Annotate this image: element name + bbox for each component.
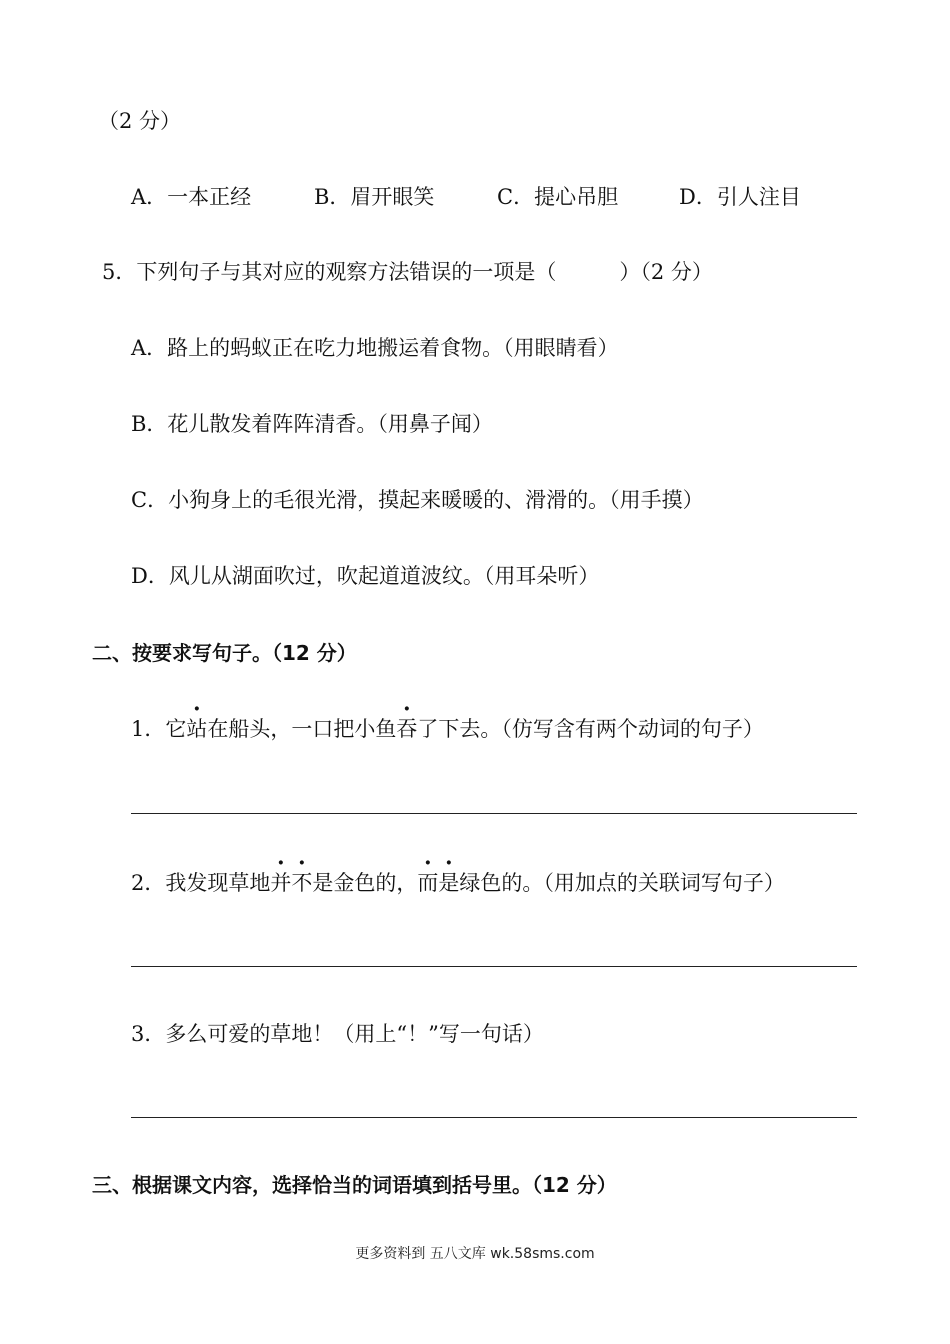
page-footer: 更多资料到 五八文库 wk.58sms.com [355,1246,595,1262]
s2-q1 [131,715,764,743]
emphasis-dot-char: 吞 [396,717,418,741]
s2-q2-suffix: 绿色的。（用加点的关联词写句子） [459,871,785,895]
s2-q1-mid: 在船头，一口把小鱼 [207,717,397,741]
emphasis-dot-char: 不 [291,871,313,895]
emphasis-dot-char: 并 [270,871,292,895]
s2-q2 [131,869,785,897]
answer-line-3[interactable] [131,1117,857,1118]
s2-q2-mid: 是金色的， [312,871,418,895]
s2-q2-prefix: 2．我发现草地 [131,871,271,895]
q5-stem: 5．下列句子与其对应的观察方法错误的一项是（ ）（2 分） [102,260,713,284]
s2-q1-suffix: 了下去。（仿写含有两个动词的句子） [417,717,764,741]
q4-option-b: B．眉开眼笑 [314,185,435,209]
emphasis-dot-char: 是 [438,871,460,895]
emphasis-dot-char: 站 [186,717,208,741]
section3-title: 三、根据课文内容，选择恰当的词语填到括号里。（12 分） [92,1173,617,1197]
q5-option-c: C．小狗身上的毛很光滑，摸起来暖暖的、滑滑的。（用手摸） [131,488,704,512]
q4-option-c: C．提心吊胆 [497,185,619,209]
q4-option-d: D．引人注目 [679,185,801,209]
answer-line-2[interactable] [131,966,857,967]
emphasis-dot-char: 而 [417,871,439,895]
q4-score: （2 分） [98,109,182,133]
q4-option-a: A．一本正经 [131,185,252,209]
q5-option-a: A．路上的蚂蚁正在吃力地搬运着食物。（用眼睛看） [131,336,619,360]
q5-option-b: B．花儿散发着阵阵清香。（用鼻子闻） [131,412,493,436]
s2-q3: 3．多么可爱的草地！（用上“！”写一句话） [131,1022,544,1046]
s2-q1-prefix: 1．它 [131,717,187,741]
answer-line-1[interactable] [131,813,857,814]
q5-option-d: D．风儿从湖面吹过，吹起道道波纹。（用耳朵听） [131,564,600,588]
section2-title: 二、按要求写句子。（12 分） [92,641,357,665]
